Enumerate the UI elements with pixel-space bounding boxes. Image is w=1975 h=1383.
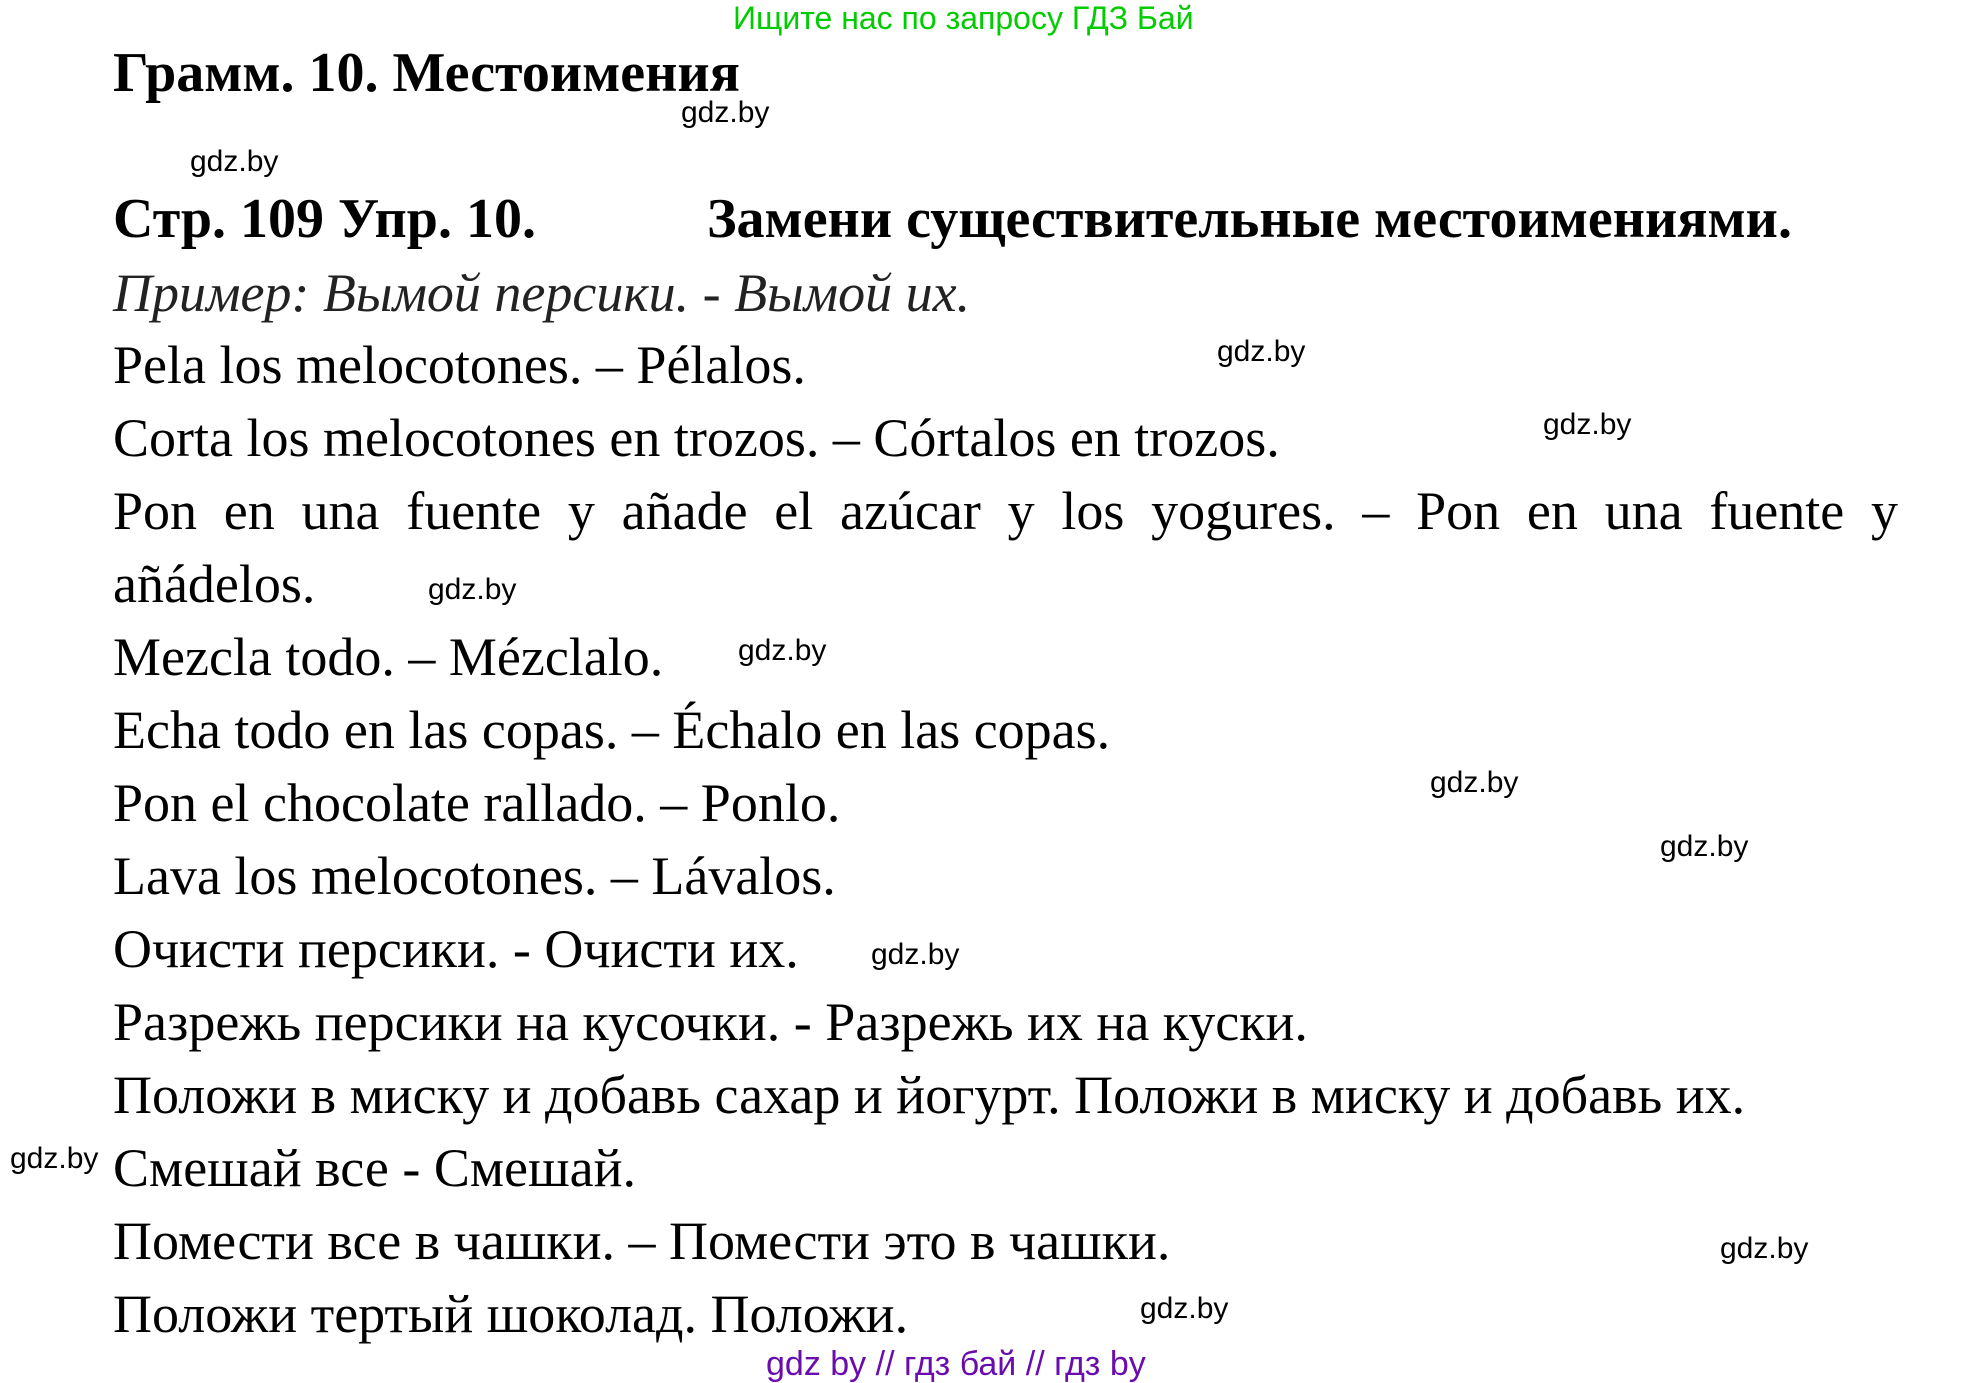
watermark: gdz.by [1660, 830, 1749, 863]
watermark: gdz.by [1217, 335, 1306, 368]
answer-line: Corta los melocotones en trozos. – Córtalos en trozos. [113, 408, 1280, 468]
answer-line: Echa todo en las copas. – Échalo en las copas. [113, 700, 1111, 760]
watermark: gdz.by [871, 938, 960, 971]
watermark: gdz.by [1543, 408, 1632, 441]
answer-line: Положи в миску и добавь сахар и йогурт. Положи в миску и добавь их. [113, 1065, 1746, 1125]
answer-line: añádelos. [113, 554, 316, 614]
answer-line: Очисти персики. - Очисти их. [113, 919, 799, 979]
answer-line: Разрежь персики на кусочки. - Разрежь их на куски. [113, 992, 1308, 1052]
example-line: Пример: Вымой персики. - Вымой их. [113, 263, 971, 323]
watermark: gdz.by [10, 1142, 99, 1175]
page-title: Грамм. 10. Местоимения [113, 42, 740, 104]
exercise-task: Замени существительные местоимениями. [707, 188, 1792, 250]
watermark: gdz.by [190, 145, 279, 178]
answer-line: Pon en una fuente y añade el azúcar y los yogures. – Pon en una fuente y [113, 481, 1898, 541]
answer-line: Положи тертый шоколад. Положи. [113, 1284, 909, 1344]
answer-line: Помести все в чашки. – Помести это в чашки. [113, 1211, 1171, 1271]
answer-line: Pon el chocolate rallado. – Ponlo. [113, 773, 841, 833]
exercise-number: Стр. 109 Упр. 10. [113, 188, 536, 250]
watermark: gdz.by [1140, 1292, 1229, 1325]
watermark: gdz.by [1720, 1232, 1809, 1265]
footer-links: gdz by // гдз бай // гдз by [766, 1345, 1146, 1383]
watermark: gdz.by [738, 634, 827, 667]
answer-line: Pela los melocotones. – Pélalos. [113, 335, 806, 395]
search-banner: Ищите нас по запросу ГДЗ Бай [733, 0, 1194, 36]
watermark: gdz.by [681, 96, 770, 129]
watermark: gdz.by [428, 573, 517, 606]
answer-line: Mezcla todo. – Mézclalo. [113, 627, 664, 687]
answer-line: Lava los melocotones. – Lávalos. [113, 846, 836, 906]
answer-line: Смешай все - Смешай. [113, 1138, 636, 1198]
watermark: gdz.by [1430, 766, 1519, 799]
